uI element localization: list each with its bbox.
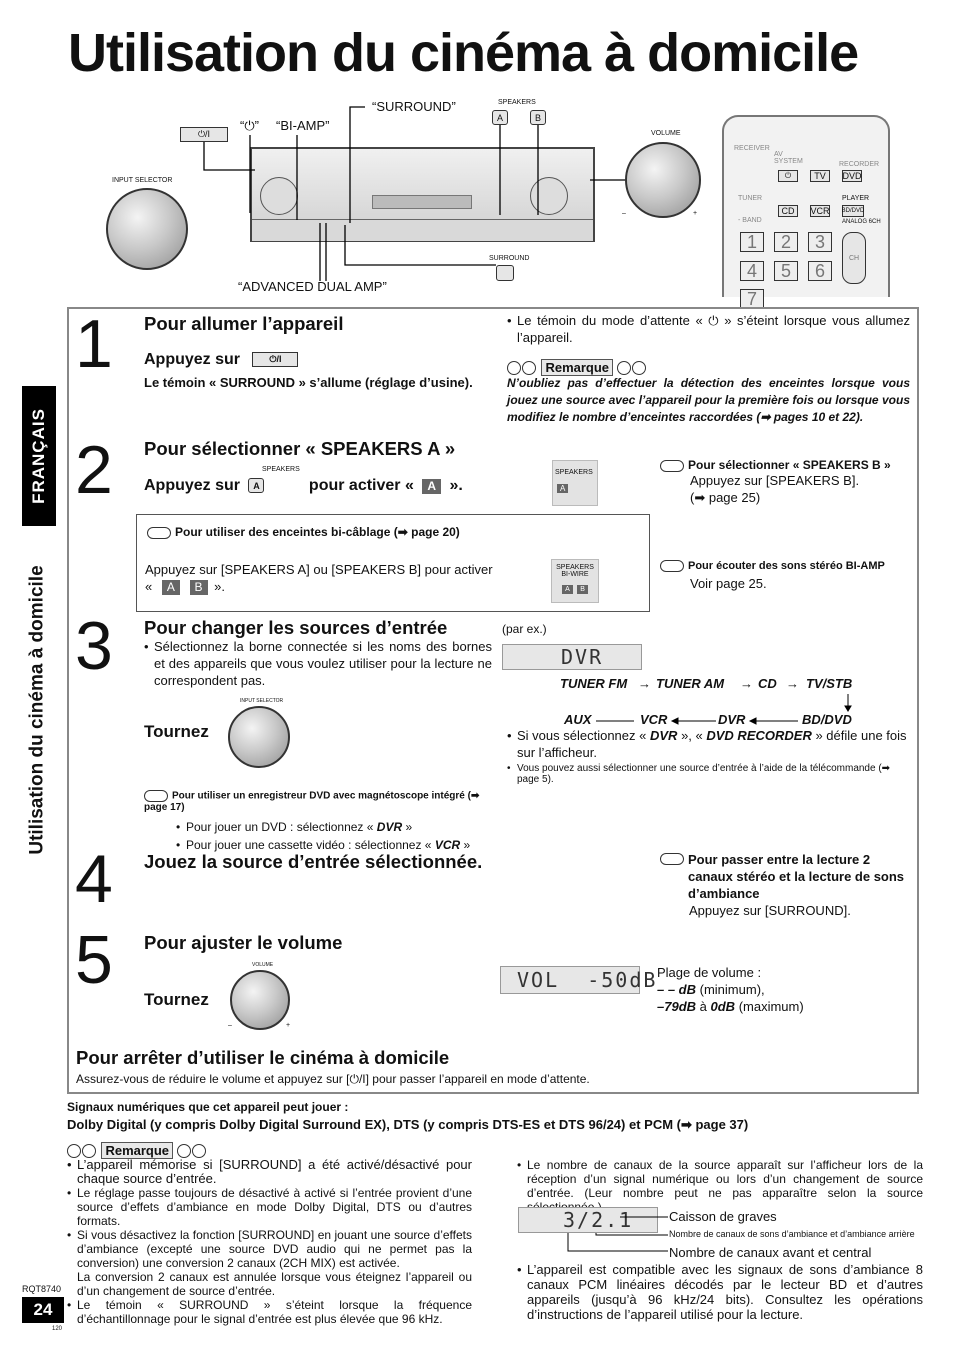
dvd-tip-2-val: VCR <box>434 838 461 852</box>
remote-key-5[interactable] <box>774 261 798 281</box>
step-4-title: Jouez la source d’entrée sélectionnée. <box>144 851 483 872</box>
range-max-value-1: –79dB <box>657 999 697 1014</box>
remote-player-label: PLAYER <box>842 195 870 202</box>
step-2-press-label: Appuyez sur <box>144 477 241 494</box>
step-1-remark-text: N’oubliez pas d’effectuer la détection des enceintes lorsque vous jouez une source avec l’appareil pour la première fois ou lorsque vous modifiez le nombre d’enceintes raccordées (➡ pages 10 et 22). <box>507 376 910 424</box>
remote-key-label: 2 <box>780 231 791 252</box>
step-5-range-max <box>657 998 907 1015</box>
range-max-mid: à <box>699 999 707 1014</box>
channel-lcd-text: 3/2.1 <box>563 1208 634 1232</box>
step-3-remote-note-text: • Vous pouvez aussi sélectionner une source d’entrée à l’aide de la télécommande (➡ page 5). <box>507 763 912 785</box>
step-5-knob-label: VOLUME <box>252 962 274 968</box>
remote-ch-rocker[interactable] <box>842 232 866 284</box>
step-2-lcd-speakers: SPEAKERS <box>555 469 593 476</box>
dvd-tip-1-val: DVR <box>376 820 403 834</box>
remark-circle <box>522 361 536 375</box>
remarks-right-1 <box>517 1158 923 1214</box>
power-button-label: ⏻/I <box>197 129 211 139</box>
dvr-note-rec: DVD RECORDER <box>706 728 812 743</box>
remarks-right-2 <box>517 1262 923 1322</box>
step-3-dvd-tip-1 <box>176 818 504 836</box>
remote-recorder-label: RECORDER <box>839 161 880 168</box>
section-vertical-title <box>18 540 58 880</box>
step-3-remote-note <box>507 763 912 785</box>
speakers-b-label: B <box>534 112 541 123</box>
remote-key-label: 4 <box>746 260 757 281</box>
remote-bd-dvd-label: BD/DVD <box>841 208 865 214</box>
remote-tv-label: TV <box>814 171 826 181</box>
remote-cd-label: CD <box>781 206 795 216</box>
biwire-lcd-chip-b: B <box>577 585 588 594</box>
channel-leader-lines <box>560 1215 672 1257</box>
step-3-lcd-text: DVR <box>561 645 604 669</box>
biwire-lcd-line2: BI-WIRE <box>561 571 589 578</box>
step-2-tip-b <box>660 458 915 506</box>
hand-pointer-icon <box>660 560 684 572</box>
speakers-a-chip: A <box>422 479 441 494</box>
step-3-input-knob[interactable] <box>228 706 290 768</box>
biwire-title <box>147 525 460 539</box>
flow-arrow: → <box>740 676 753 691</box>
step-5-range <box>657 964 907 1015</box>
speakers-label: SPEAKERS <box>498 99 536 106</box>
remark-circle <box>82 1144 96 1158</box>
step-2-tip-b-title-text: Pour sélectionner « SPEAKERS B » <box>688 458 891 472</box>
step-5-turn: Tournez <box>144 990 209 1009</box>
remote-power-button[interactable]: ⏻ <box>778 170 798 182</box>
remark-left-1: • L’appareil mémorise si [SURROUND] a été activé/désactivé pour chaque source d’entrée. <box>67 1158 472 1186</box>
step-3-bullet <box>144 638 492 689</box>
remote-cd-button[interactable] <box>778 205 798 217</box>
step-2-tip-b-title <box>660 458 915 472</box>
range-max-value-2: 0dB <box>710 999 736 1014</box>
flow-arrow: → <box>786 676 799 691</box>
biwire-text-end: ». <box>214 579 225 594</box>
remote-tuner-label: TUNER <box>738 195 763 202</box>
signals-line2: Dolby Digital (y compris Dolby Digital Surround EX), DTS (y compris DTS-ES et DTS 96/24) et PCM (➡ page 37) <box>67 1117 749 1132</box>
step-1-standby-text: • Le témoin du mode d’attente « ⏻ » s’éteint lorsque vous allumez l’appareil. <box>507 312 910 346</box>
channel-label-front: Nombre de canaux avant et central <box>669 1245 872 1260</box>
hand-pointer-icon <box>144 790 168 802</box>
volume-minus: – <box>622 210 626 217</box>
remote-key-4[interactable] <box>740 261 764 281</box>
dvr-note-post: » défile une fois sur l’afficheur. <box>517 728 907 760</box>
range-min-text: (minimum), <box>699 982 765 997</box>
remark-circle <box>507 361 521 375</box>
biwire-lcd-chip-a: A <box>562 585 573 594</box>
step-4-tip-text: Appuyez sur [SURROUND]. <box>689 903 851 918</box>
step-5-lcd <box>500 966 658 994</box>
step-2-title: Pour sélectionner « SPEAKERS A » <box>144 438 456 459</box>
remote-key-6[interactable] <box>808 261 832 281</box>
remote-tv-button[interactable] <box>810 170 830 182</box>
dvd-tip-2-pre: Pour jouer une cassette vidéo : sélectionnez « <box>186 838 432 852</box>
remote-vcr-button[interactable] <box>810 205 830 217</box>
biwire-lcd-line1: SPEAKERS <box>556 564 594 571</box>
step-5-range-min <box>657 981 907 998</box>
remote-key-3[interactable] <box>808 232 832 252</box>
remote-vcr-label: VCR <box>810 206 830 216</box>
step-2-tip-biamp-title-text: Pour écouter des sons stéréo BI-AMP <box>688 560 885 572</box>
biwire-title-text: Pour utiliser des enceintes bi-câblage (➡ page 20) <box>175 525 460 539</box>
remark-left-2: • Le réglage passe toujours de désactivé à activé si l’entrée provient d’une source d’effets d’ambiance en mode Dolby Digital, DTS ou d’autres formats. <box>67 1186 472 1228</box>
flow-aux: AUX <box>564 712 592 727</box>
volume-label: VOLUME <box>651 130 681 137</box>
remark-left-4: • Le témoin « SURROUND » s’éteint lorsque la fréquence d’échantillonnage pour le signal d’entrée est plus élevée que 96 kHz. <box>67 1298 472 1326</box>
page-number <box>22 1297 64 1323</box>
dvr-note-dvr: DVR <box>649 728 678 743</box>
remote-key-2[interactable] <box>774 232 798 252</box>
page-number-text: 24 <box>33 1300 53 1319</box>
hand-pointer-icon <box>660 460 684 472</box>
remark-left-3-text: Si vous désactivez la fonction [SURROUND] en jouant une source d’effets d’ambiance (excepté une source DVD audio qui ne permet pas la conversion) une conversion 2 canaux (2CH MIX) est activée. <box>77 1228 472 1270</box>
step-2-tip-b-text1: Appuyez sur [SPEAKERS B]. <box>690 473 860 488</box>
range-max-text: (maximum) <box>738 999 804 1014</box>
step-5-knob-minus: – <box>228 1022 232 1029</box>
step-4-tip-title-text: Pour passer entre la lecture 2 canaux stéréo et la lecture de sons d’ambiance <box>688 852 905 901</box>
step-2-press <box>144 477 463 495</box>
biwire-chip-b: B <box>190 580 208 595</box>
step-5-title: Pour ajuster le volume <box>144 932 343 953</box>
remarks-label: Remarque <box>101 1142 173 1159</box>
advanced-dual-amp-label: “ADVANCED DUAL AMP” <box>238 279 387 294</box>
step-1-press-label: Appuyez sur <box>144 351 241 368</box>
step-3-dvd-tip-list <box>176 818 504 854</box>
leader-lines <box>100 95 710 295</box>
step-1-standby <box>507 312 910 346</box>
step-4-tip <box>660 851 910 919</box>
biwire-lcd <box>551 559 599 603</box>
step-2-tip-biamp-text: Voir page 25. <box>690 576 767 591</box>
front-panel-diagram <box>100 95 710 295</box>
step-3-dvd-tip-title <box>144 790 504 813</box>
doc-code: RQT8740 <box>22 1284 62 1294</box>
dvd-tip-1-post: » <box>405 820 413 834</box>
biwire-chip-a: A <box>162 580 180 595</box>
step-3-dvd-tip-title-text: Pour utiliser un enregistreur DVD avec magnétoscope intégré (➡ page 17) <box>144 790 480 813</box>
step-3-number: 3 <box>75 608 113 684</box>
flow-arrow: → <box>638 676 651 691</box>
dvr-note-pre: Si vous sélectionnez « <box>517 728 647 743</box>
range-min-value: – – dB <box>657 982 697 997</box>
remote-key-label: 5 <box>780 260 791 281</box>
step-3-dvd-tip <box>144 790 504 854</box>
remark-circle <box>177 1144 191 1158</box>
flow-cd: CD <box>758 676 777 691</box>
step-2-tip-biamp-title <box>660 558 915 573</box>
step-3-turn: Tournez <box>144 722 209 741</box>
remote-key-label: 7 <box>746 288 757 309</box>
step-2-tip-biamp <box>660 558 915 592</box>
remark-circle <box>192 1144 206 1158</box>
hand-pointer-icon <box>660 853 684 865</box>
flow-arrows <box>560 676 880 730</box>
channel-label-subwoofer: Caisson de graves <box>669 1209 777 1224</box>
remote-key-label: 3 <box>814 231 825 252</box>
power-button-inline[interactable]: ⏻/I <box>252 352 298 367</box>
biwire-text <box>145 561 495 595</box>
biwire-text-main: Appuyez sur [SPEAKERS A] ou [SPEAKERS B] pour activer « <box>145 562 493 594</box>
remark-circle <box>632 361 646 375</box>
remarks-left <box>67 1158 472 1326</box>
remark-circle <box>67 1144 81 1158</box>
flow-tuner-am: TUNER AM <box>656 676 725 691</box>
remote-key-7[interactable] <box>740 289 764 309</box>
hand-pointer-icon <box>147 527 171 539</box>
biwire-box <box>136 514 650 612</box>
step-2-lcd-chip-a: A <box>557 484 568 493</box>
step-2-lcd <box>552 460 598 506</box>
dvd-tip-1-pre: Pour jouer un DVD : sélectionnez « <box>186 820 374 834</box>
step-3-dvr-note <box>507 727 912 761</box>
step-1-title: Pour allumer l’appareil <box>144 313 344 334</box>
step-3-example: (par ex.) <box>502 622 547 636</box>
step-2-speakers-label: SPEAKERS <box>262 466 300 473</box>
dvd-tip-2-post: » <box>463 838 471 852</box>
remote-av-system-label: AV SYSTEM <box>774 151 803 165</box>
step-2-number: 2 <box>75 432 113 508</box>
remote-dvd-button[interactable] <box>842 170 862 182</box>
remote-control <box>722 115 890 309</box>
volume-plus: + <box>693 210 698 217</box>
step-4-number: 4 <box>75 841 113 917</box>
power-label: “⏻” <box>240 118 259 133</box>
step-3-knob-label: INPUT SELECTOR <box>240 698 284 704</box>
flow-tv-stb: TV/STB <box>806 676 853 691</box>
remote-receiver-label: RECEIVER <box>734 145 770 152</box>
speakers-a-button-inline[interactable]: A <box>248 478 264 493</box>
flow-vcr: VCR <box>640 712 668 727</box>
remote-ch-label: CH <box>848 254 860 262</box>
remote-bd-dvd-button[interactable] <box>842 205 864 217</box>
step-1-note: Le témoin « SURROUND » s’allume (réglage d’usine). <box>144 375 473 390</box>
remote-key-1[interactable] <box>740 232 764 252</box>
step-3-title: Pour changer les sources d’entrée <box>144 617 448 638</box>
step-2-activate-end: ». <box>449 477 463 494</box>
language-tab <box>22 386 56 526</box>
section-vertical-title-text: Utilisation du cinéma à domicile <box>27 565 49 855</box>
biamp-label: “BI-AMP” <box>276 118 330 133</box>
step-2-tip-b-text2: (➡ page 25) <box>690 490 761 505</box>
stop-title: Pour arrêter d’utiliser le cinéma à domicile <box>76 1047 450 1068</box>
step-3-bullet-text: • Sélectionnez la borne connectée si les noms des bornes et des appareils que vous voulez utiliser pour la lecture ne correspondent pas. <box>144 638 492 689</box>
step-4-tip-title <box>660 851 910 902</box>
step-1-press <box>144 351 298 369</box>
step-1-number: 1 <box>75 306 113 382</box>
step-5-knob-plus: + <box>286 1022 291 1029</box>
step-2-activate-label: pour activer « <box>308 477 414 494</box>
source-flow <box>560 676 880 730</box>
remote-key-label: 6 <box>814 260 825 281</box>
flow-bd-dvd: BD/DVD <box>802 712 852 727</box>
surround-label: “SURROUND” <box>372 99 456 114</box>
step-3-lcd <box>502 644 642 670</box>
stop-text: Assurez-vous de réduire le volume et appuyez sur [⏻/I] pour passer l’appareil en mode d’attente. <box>76 1072 590 1086</box>
step-3-dvr-note-item <box>507 727 912 761</box>
step-5-range-title: Plage de volume : <box>657 965 762 980</box>
remote-band-label: - BAND <box>738 217 762 224</box>
step-5-number: 5 <box>75 922 113 998</box>
biwire-lcd-chips <box>552 578 598 596</box>
surround-button-label: SURROUND <box>489 255 530 262</box>
remote-analog-label: ANALOG 6CH <box>842 219 881 225</box>
flow-dvr: DVR <box>718 712 746 727</box>
remote-dvd-label: DVD <box>842 171 862 181</box>
signals-line1: Signaux numériques que cet appareil peut jouer : <box>67 1100 349 1114</box>
dvr-note-mid: », « <box>681 728 703 743</box>
step-1-remark-label: Remarque <box>541 359 613 376</box>
language-tab-label: FRANÇAIS <box>29 408 48 504</box>
remark-circle <box>617 361 631 375</box>
remark-right-1-text: • Le nombre de canaux de la source apparaît sur l’afficheur lors de la réception d’un signal numérique ou lors d’un changement de source d’entrée. (Leur nombre peut ne pas apparaître selon la source <box>517 1158 923 1214</box>
step-5-lcd-text: VOL -50dB <box>517 968 658 992</box>
remark-left-3-extra: La conversion 2 canaux est annulée lorsque vous éteignez l’appareil ou d’un changement de source d’entrée. <box>77 1270 472 1298</box>
footer-small: 120 <box>52 1326 63 1332</box>
remark-left-3 <box>67 1228 472 1298</box>
speakers-a-label: A <box>496 112 503 123</box>
remark-right-2-text: • L’appareil est compatible avec les signaux de sons d’ambiance 8 canaux PCM linéaires décodés par le lecteur BD et d’autres appareils (jusqu’à 96 kHz/24 bits). Consultez les opérations d’instructions de l’appareil utilisé pour la lecture. <box>517 1262 923 1322</box>
flow-tuner-fm: TUNER FM <box>560 676 628 691</box>
channel-label-surround: Nombre de canaux de sons d’ambiance et d’ambiance arrière <box>669 1229 915 1239</box>
page-title: Utilisation du cinéma à domicile <box>68 23 859 83</box>
input-selector-label: INPUT SELECTOR <box>112 177 173 184</box>
remote-key-label: 1 <box>746 231 757 252</box>
step-5-volume-knob[interactable] <box>230 970 290 1030</box>
